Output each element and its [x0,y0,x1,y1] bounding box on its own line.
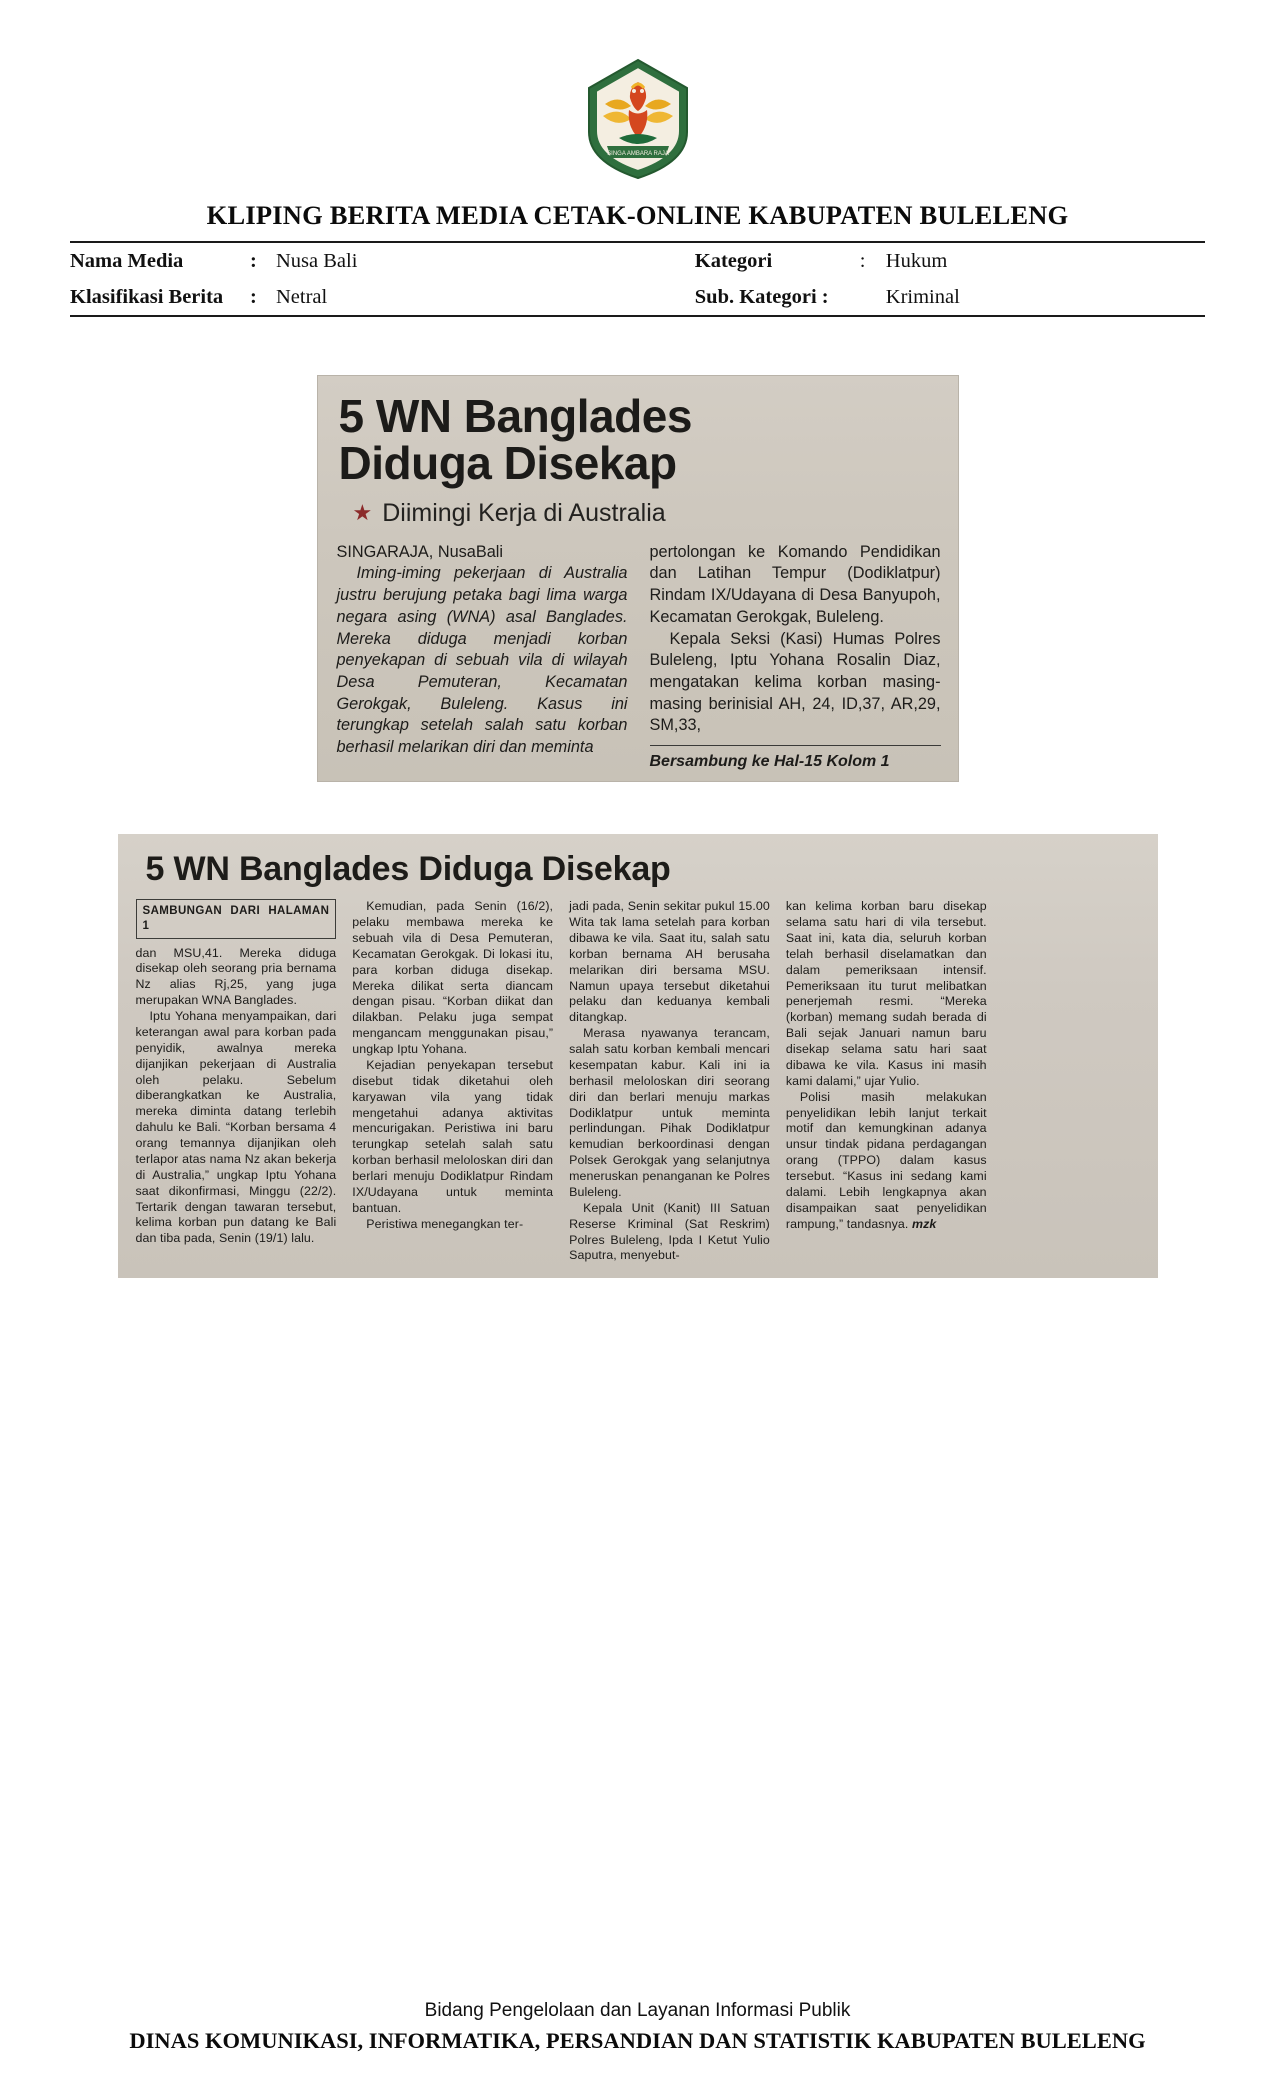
page-title: KLIPING BERITA MEDIA CETAK-ONLINE KABUPATEN BULELENG [206,200,1069,230]
clipping-two-column-1 [136,899,337,1264]
paragraph: Peristiwa menegangkan ter- [366,1216,524,1231]
emblem-container [70,58,1205,180]
metadata-table [70,243,1205,315]
clipping-one-subhead [331,487,945,536]
clipping-two-columns [132,899,1144,1264]
byline: mzk [911,1216,937,1231]
paragraph: pertolongan ke Komando Pendidikan dan Latihan Tempur (Dodiklatpur) Rindam IX/Udayana di Desa Banyupoh, Kecamatan Gerokgak, Buleleng. [649,542,941,626]
clipping-one-column-right [650,542,941,772]
paragraph: jadi pada, Senin sekitar pukul 15.00 Wita tak lama setelah para korban dibawa ke vila. Saat itu, salah satu korban bernama AH berusaha melarikan diri bersama MSU. Namun upaya tersebut diketahui pelaku dan keduanya kembali ditangkap. [569,899,770,1025]
news-clipping-one [317,375,959,782]
footer-line-1: Bidang Pengelolaan dan Layanan Informasi Publik [424,2000,851,2021]
clipping-one-headline [331,387,945,487]
paragraph: Iptu Yohana menyampaikan, dari keterangan awal para korban pada penyidik, awalnya mereka dijanjikan pekerjaan di Australia oleh pelaku. Sebelum diberangkatkan ke Australia, mereka diminta datang terlebih dahulu ke Bali. “Korban bersama 4 orang temannya dijanjikan oleh terlapor atas nama Nz akan bekerja di Australia,” ungkap Iptu Yohana saat dikonfirmasi, Minggu (22/2). Tertarik dengan tawaran tersebut, kelima korban pun datang ke Bali dan tiba pada, Senin (19/1) lalu. [135,1009,337,1246]
continuation-badge: SAMBUNGAN DARI HALAMAN 1 [136,899,337,938]
paragraph: Merasa nyawanya terancam, salah satu korban kembali mencari kesempatan kabur. Kali ini ia berhasil meloloskan diri seorang diri dan berlari menuju markas Dodiklatpur untuk meminta perlindungan. Pihak Dodiklatpur kemudian berkoordinasi dengan Polsek Gerokgak yang selanjutnya meneruskan penanganan ke Polres Buleleng. [569,1026,770,1199]
paragraph: Kemudian, pada Senin (16/2), pelaku membawa mereka ke sebuah vila di Desa Pemuteran, Kecamatan Gerokgak. Di lokasi itu, para korban diduga disekap. Mereka dilikat serta diancam dengan pisau. “Korban diikat dan dilakban. Pelaku juga sempat mengancam menggunakan pisau,” ungkap Iptu Yohana. [352,899,554,1056]
footer-line-2: DINAS KOMUNIKASI, INFORMATIKA, PERSANDIAN DAN STATISTIK KABUPATEN BULELENG [129,2028,1146,2053]
media-value: Nusa Bali [276,250,358,272]
clipping-two-column-3 [569,899,770,1264]
paragraph: kan kelima korban baru disekap selama satu hari di vila tersebut. Saat ini, kata dia, seluruh korban telah berhasil diselamatkan dan dalam pemeriksaan intensif. Pemeriksaan itu turut melibatkan penerjemah resmi. “Mereka (korban) memang sudah berada di Bali sejak Januari namun baru disekap selama satu hari saat dibawa ke vila. Kasus ini masih kami dalami,” ujar Yulio. [785,899,987,1088]
media-colon: : [250,250,257,272]
svg-text:SINGA AMBARA RAJA: SINGA AMBARA RAJA [606,151,669,157]
paragraph-text: Polisi masih melakukan penyelidikan lebih lanjut terkait motif dan kemungkinan adanya unsur tindak pidana perdagangan orang (TPPO) dalam kasus tersebut. “Kasus ini sedang kami dalami. Lebih lengkapnya akan disampaikan saat penyelidikan rampung,” tandasnya. [785,1089,987,1231]
metadata-divider [70,315,1205,317]
buleleng-regency-emblem-icon [585,58,691,180]
klasifikasi-value: Netral [276,286,328,308]
kategori-label: Kategori [694,250,773,272]
clipping-one-columns [331,536,945,772]
paragraph: Kepala Seksi (Kasi) Humas Polres Buleleng, Iptu Yohana Rosalin Diaz, mengatakan kelima korban masing-masing berinisial AH, 24, ID,37, AR,29, SM,33, [649,629,941,735]
headline-line-1: 5 WN Banglades [338,390,692,442]
kategori-colon: : [859,250,866,272]
continued-note: Bersambung ke Hal-15 Kolom 1 [650,745,941,772]
table-row [70,243,1205,279]
kategori-value: Hukum [885,250,948,272]
subkategori-label: Sub. Kategori : [694,286,829,308]
dateline: SINGARAJA, NusaBali [336,542,503,561]
klasifikasi-label: Klasifikasi Berita [70,286,224,308]
table-row [70,279,1205,315]
star-icon: ★ [352,500,373,526]
subkategori-value: Kriminal [885,286,960,308]
headline-line-2: Diduga Disekap [338,436,677,489]
news-clipping-two [118,834,1158,1278]
clipping-two-column-2 [352,899,553,1264]
media-label: Nama Media [70,250,184,272]
paragraph [786,1090,987,1233]
paragraph: Kepala Unit (Kanit) III Satuan Reserse Kriminal (Sat Reskrim) Polres Buleleng, Ipda I Ketut Yulio Saputra, menyebut- [569,1200,770,1263]
paragraph: Iming-iming pekerjaan di Australia justru berujung petaka bagi lima warga negara asing (WNA) asal Banglades. Mereka diduga menjadi korban penyekapan di sebuah vila di wilayah Desa Pemuteran, Kecamatan Gerokgak, Buleleng. Kasus ini terungkap setelah salah satu korban berhasil melarikan diri dan meminta [336,564,628,756]
clipping-one-column-left [337,542,628,772]
subhead-text: Diimingi Kerja di Australia [382,498,666,527]
klasifikasi-colon: : [250,286,257,308]
clipping-two-headline: 5 WN Banglades Diduga Disekap [145,850,671,889]
clipping-two-column-4 [786,899,987,1264]
document-footer [0,2000,1275,2054]
paragraph: Kejadian penyekapan tersebut disebut tidak diketahui oleh karyawan vila yang tidak mengetahui adanya aktivitas mencurigakan. Peristiwa ini baru terungkap setelah salah satu korban berhasil meloloskan diri dan berlari menuju Dodiklatpur Rindam IX/Udayana untuk meminta bantuan. [352,1057,554,1215]
paragraph: dan MSU,41. Mereka diduga disekap oleh seorang pria bernama Nz alias Rj,25, yang juga merupakan WNA Banglades. [135,945,337,1008]
